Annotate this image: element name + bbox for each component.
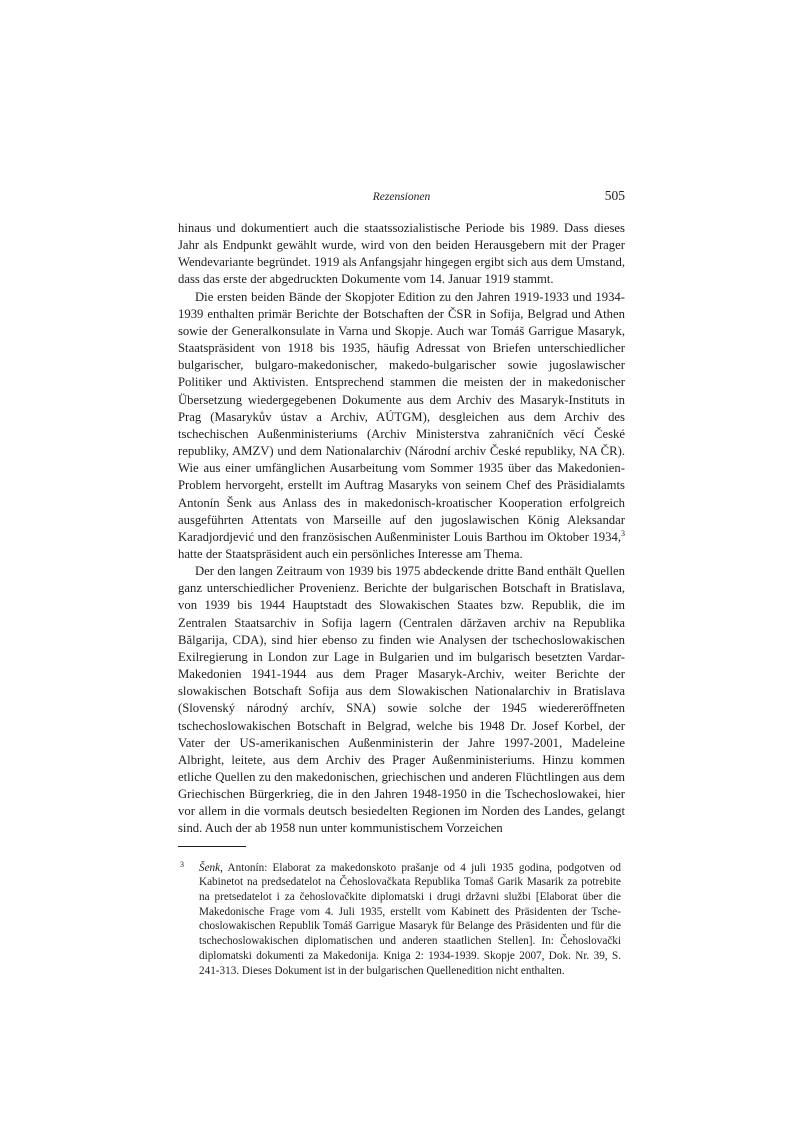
footnote-reference[interactable]: 3 xyxy=(621,528,625,538)
paragraph: Der den langen Zeitraum von 1939 bis 1975 abdeckende dritte Band enthält Quellen ganz unterschiedlicher Provenienz. Berichte der bulgarischen Botschaft in Bratislava, von 1939 bis 1944 Hauptstadt des Slowakischen Staates bzw. Republik, die im Zentralen Staatsarchiv in Sofija lagern (Centralen dăržaven archiv na Republika Bălgarija, CDA), sind hier ebenso zu finden wie Analysen der tschechoslowakischen Exilregierung in London zur Lage in Bulgarien und im bulgarisch besetzten Vardar-Makedonien 1941-1944 aus dem Prager Masaryk-Archiv, weiter Berichte der slowakischen Botschaft Sofija aus dem Slowakischen Nationalarchiv in Bratislava (Slovenský národný archív, SNA) sowie solche der 1945 wiedereröffneten tschechoslowakischen Botschaft in Belgrad, welche bis 1948 Dr. Josef Korbel, der Vater der US-amerikanischen Außenministerin der Jahre 1997-2001, Madeleine Albright, leitete, aus dem Archiv des Prager Außenministeriums. Hinzu kommen etliche Quellen zu den makedonischen, griechischen und anderen Flüchtlingen aus dem Griechischen Bürgerkrieg, die in den Jahren 1948-1950 in die Tschechoslowakei, hier vor allem in die vormals deutsch besiedelten Regionen im Norden des Landes, gelangt sind. Auch der ab 1958 nun unter kommunistischem Vorzeichen xyxy=(178,564,625,836)
book-page xyxy=(178,188,625,978)
footnote-author: Šenk xyxy=(199,861,221,874)
section-title: Rezensionen xyxy=(372,191,431,203)
running-head xyxy=(178,188,625,208)
footnote-text: , Antonín: Elaborat za makedonskoto prašanje od 4 juli 1935 godina, podgotven od Kabinetot na predsedatelot na Čehoslovačkata Republika Tomaš Garik Masarik za potrebite na pretsedatelot i za čehoslovačkite diplomatski i drugi državni službi [Elaborat über die Makedonische Frage vom 4. Juli 1935, erstellt vom Kabinett des Präsidenten der Tschechoslowakischen Republik Tomáš Garrigue Masaryk für Belange des Präsidenten und für die tschechoslowakischen diplomatischen und anderen staatlichen Stellen]. In: Čehoslovački diplomatski dokumenti za Makedonija. Kniga 2: 1934-1939. Skopje 2007, Dok. Nr. 39, S. 241-313. Dieses Dokument ist in der bulgarischen Quellenedition nicht enthalten. xyxy=(199,861,621,977)
main-text xyxy=(178,220,625,838)
footnote-separator xyxy=(178,846,246,847)
page-number: 505 xyxy=(604,188,625,203)
footnote-number: 3 xyxy=(180,859,184,869)
footnote xyxy=(178,861,621,979)
paragraph: hinaus und dokumentiert auch die staatssozialistische Periode bis 1989. Dass dieses Jahr als Endpunkt gewählt wurde, wird von den beiden Herausgebern mit der Prager Wendevariante begründet. 1919 als Anfangsjahr hingegen ergibt sich aus dem Umstand, dass das erste der abgedruckten Dokumente vom 14. Januar 1919 stammt. xyxy=(178,221,625,287)
paragraph-text: hatte der Staatspräsident auch ein persönliches Interesse am Thema. xyxy=(178,546,523,561)
paragraph-text: Die ersten beiden Bände der Skopjoter Edition zu den Jahren 1919-1933 und 1934-1939 enthalten primär Berichte der Botschaften der ČSR in Sofija, Belgrad und Athen sowie der Generalkonsulate in Varna und Skopje. Auch war Tomáš Garrigue Masaryk, Staatspräsident von 1918 bis 1935, häufig Adressat von Briefen unterschiedlicher bulgarischer, bulgaro-makedonischer, makedo-bulgarischer sowie jugoslawischer Politiker und Aktivisten. Entsprechend stammen die meisten der in makedonischer Übersetzung wiedergegebenen Dokumente aus dem Archiv des Masaryk-Instituts in Prag (Masarykův ústav a Archiv, AÚTGM), desgleichen aus dem Archiv des tschechischen Außenministeriums (Archiv Ministerstva zahraničních věcí České republiky, AMZV) und dem Nationalarchiv (Národní archiv České republiky, NA ČR). Wie aus einer umfänglichen Ausarbeitung vom Sommer 1935 über das Makedonien-Problem hervorgeht, erstellt im Auftrag Masaryks von seinem Chef des Präsidialamts Antonín Šenk aus Anlass des in makedonisch-kroatischer Kooperation erfolgreich ausgeführten Attentats von Marseille auf den jugoslawischen König Aleksandar Karadjordjević und den französischen Außenminister Louis Barthou im Oktober 1934, xyxy=(178,289,625,544)
paragraph xyxy=(178,289,625,564)
